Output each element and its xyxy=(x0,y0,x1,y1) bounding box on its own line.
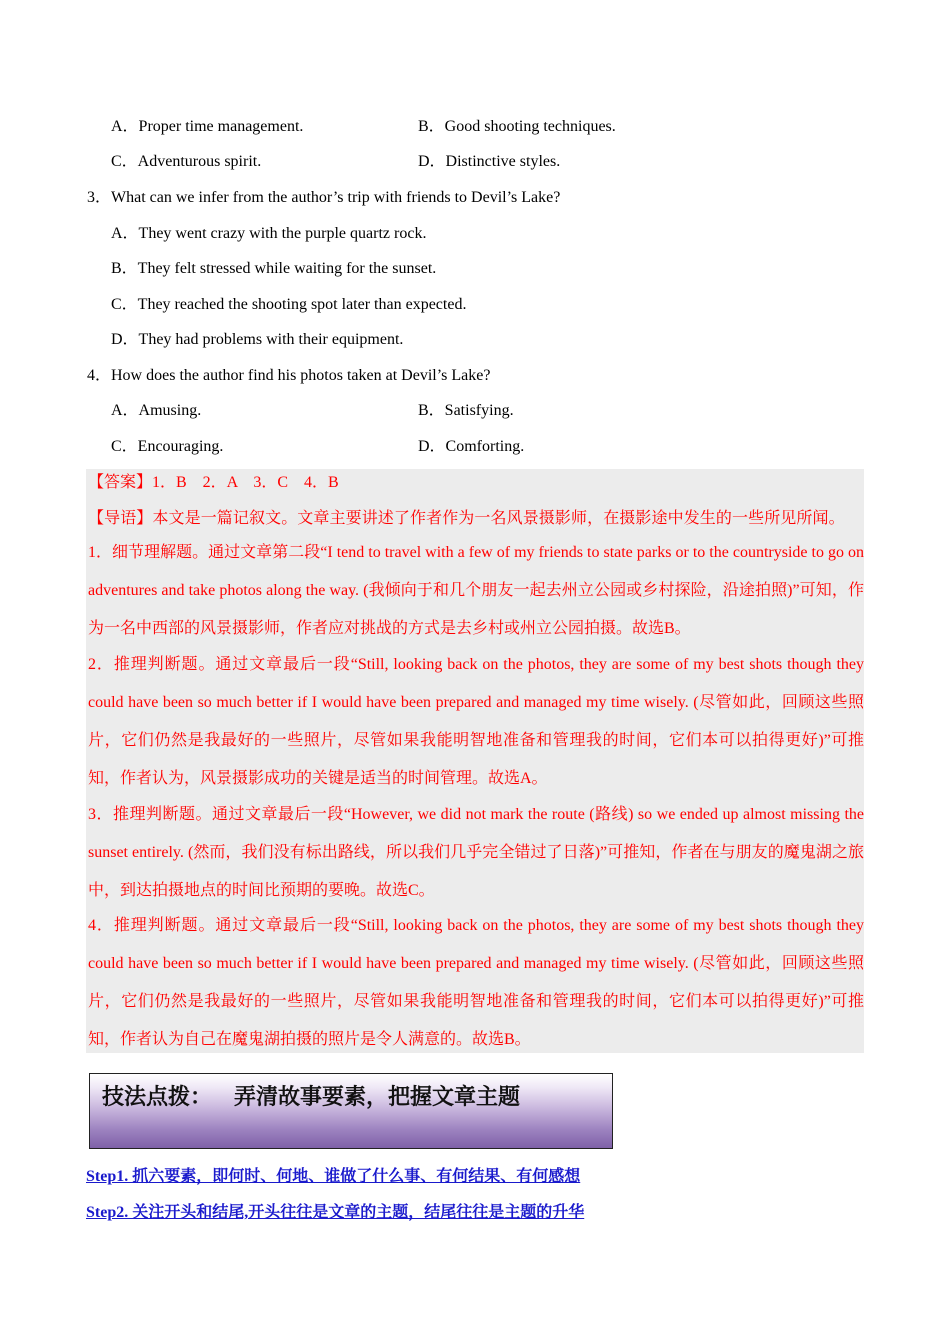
q2-option-b: B．Good shooting techniques. xyxy=(418,118,616,135)
step1-link[interactable]: Step1. 抓六要素，即何时、何地、谁做了什么事、有何结果、有何感想 xyxy=(86,1168,581,1185)
q4-option-c: C．Encouraging. xyxy=(111,438,224,455)
explanation-3: 3．推理判断题。通过文章最后一段“However, we did not mark the route (路线) so we ended up almost missing the sunset entirely. (然而，我们没有标出路线，所以我们几乎完全错过了日落)”可推知，作者在与朋友的魔鬼湖之旅中，到达拍摄地点的时间比预期的要晚。故选C。 xyxy=(88,806,864,899)
explanation-2: 2．推理判断题。通过文章最后一段“Still, looking back on the photos, they are some of my best shots though they could have been so much better if I would have been prepared and managed my time wisely. (尽管如此，回顾这些照片，它们仍然是我最好的一些照片，尽管如果我能明智地准备和管理我的时间，它们本可以拍得更好)”可推知，作者认为，风景摄影成功的关键是适当的时间管理。故选A。 xyxy=(88,656,864,787)
tip-title xyxy=(102,1084,520,1112)
tip-heading: 弄清故事要素，把握文章主题 xyxy=(234,1085,521,1110)
q4-question: 4．How does the author find his photos taken at Devil’s Lake? xyxy=(87,367,491,384)
tip-banner xyxy=(89,1073,613,1149)
q2-option-d: D．Distinctive styles. xyxy=(418,153,561,170)
q3-option-c: C．They reached the shooting spot later than expected. xyxy=(111,296,467,313)
q3-option-a: A．They went crazy with the purple quartz rock. xyxy=(111,225,427,242)
q4-option-d: D．Comforting. xyxy=(418,438,525,455)
step2-link[interactable]: Step2. 关注开头和结尾,开头往往是文章的主题，结尾往往是主题的升华 xyxy=(86,1204,585,1221)
q3-question: 3．What can we infer from the author’s trip with friends to Devil’s Lake? xyxy=(87,189,561,206)
intro-line: 【导语】本文是一篇记叙文。文章主要讲述了作者作为一名风景摄影师，在摄影途中发生的一些所见所闻。 xyxy=(88,510,845,527)
q3-option-b: B．They felt stressed while waiting for the sunset. xyxy=(111,260,437,277)
q3-option-d: D．They had problems with their equipment. xyxy=(111,331,404,348)
explanation-4: 4．推理判断题。通过文章最后一段“Still, looking back on the photos, they are some of my best shots though they could have been so much better if I would have been prepared and managed my time wisely. (尽管如此，回顾这些照片，它们仍然是我最好的一些照片，尽管如果我能明智地准备和管理我的时间，它们本可以拍得更好)”可推知，作者认为自己在魔鬼湖拍摄的照片是令人满意的。故选B。 xyxy=(88,917,864,1048)
q4-option-b: B．Satisfying. xyxy=(418,402,514,419)
q4-option-a: A．Amusing. xyxy=(111,402,202,419)
explanation-1: 1．细节理解题。通过文章第二段“I tend to travel with a few of my friends to state parks or to the countryside to go on adventures and take photos along the way. (我倾向于和几个朋友一起去州立公园或乡村探险，沿途拍照)”可知，作为一名中西部的风景摄影师，作者应对挑战的方式是去乡村或州立公园拍摄。故选B。 xyxy=(88,544,864,637)
tip-label: 技法点拨： xyxy=(102,1085,213,1110)
answers-line: 【答案】1．B 2．A 3．C 4．B xyxy=(88,474,339,491)
q2-option-c: C．Adventurous spirit. xyxy=(111,153,262,170)
q2-option-a: A．Proper time management. xyxy=(111,118,304,135)
